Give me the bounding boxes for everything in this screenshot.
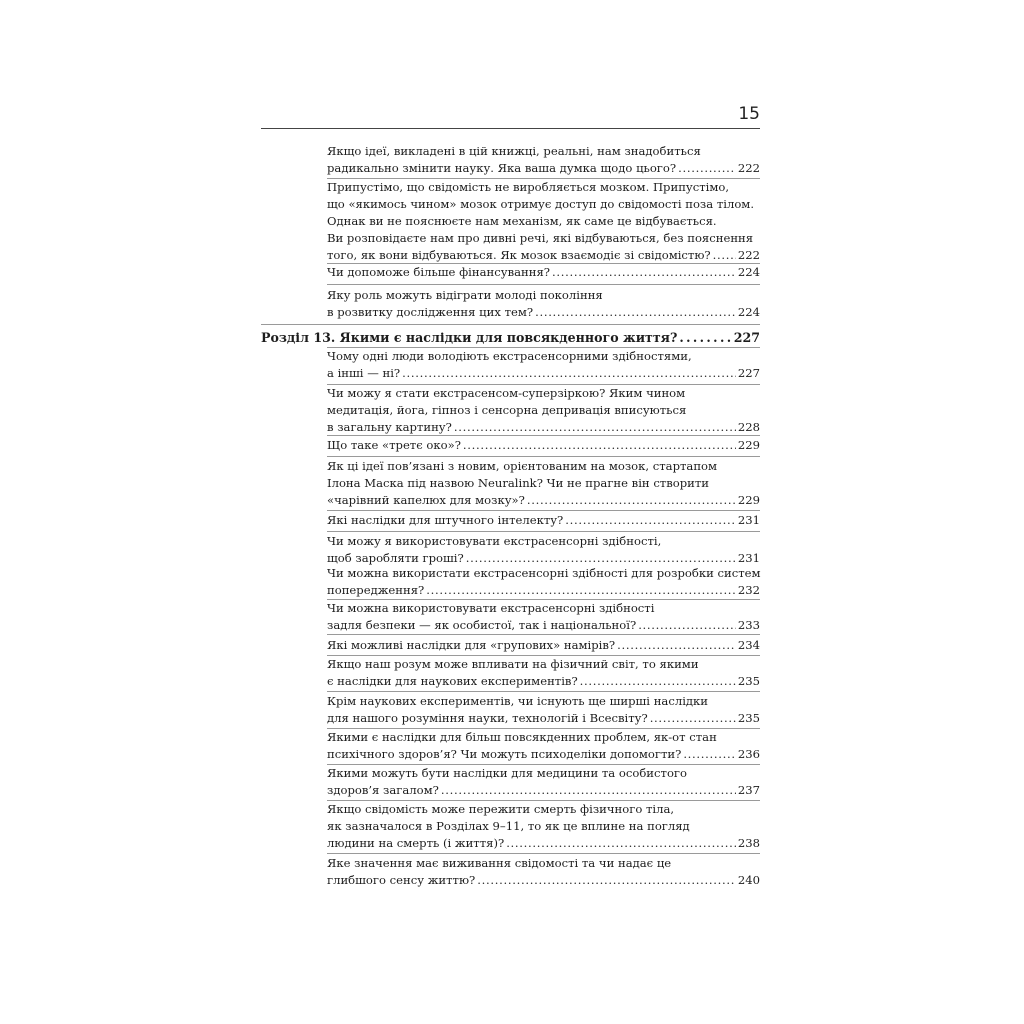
- toc-entry-text: того, як вони відбуваються. Як мозок взаємодіє зі свідомістю?: [327, 248, 711, 262]
- toc-entry[interactable]: [327, 287, 760, 321]
- toc-page: 229: [737, 493, 760, 507]
- toc-entry[interactable]: [327, 765, 760, 799]
- toc-entry[interactable]: [327, 264, 760, 281]
- toc-entry-text: Які можливі наслідки для «групових» намірів?: [327, 638, 616, 652]
- toc-entry-text: радикально змінити науку. Яка ваша думка щодо цього?: [327, 161, 677, 175]
- leader-dots: [552, 264, 736, 281]
- leader-dots: [535, 304, 736, 321]
- chapter-heading[interactable]: [261, 329, 760, 346]
- toc-entry-text: Якщо наш розум може впливати на фізичний світ, то якими: [327, 657, 699, 671]
- toc-entry-text: як зазначалося в Розділах 9–11, то як це вплине на погляд: [327, 819, 690, 833]
- toc-entry-text: в розвитку дослідження цих тем?: [327, 305, 534, 319]
- toc-entry[interactable]: [327, 693, 760, 727]
- toc-page: 232: [737, 583, 760, 597]
- toc-entry[interactable]: [327, 855, 760, 889]
- toc-entry-text: Однак ви не пояснюєте нам механізм, як саме це відбувається.: [327, 214, 717, 228]
- toc-page: 236: [737, 747, 760, 761]
- leader-dots: [565, 512, 736, 529]
- toc-entry[interactable]: [327, 512, 760, 529]
- toc-page: 222: [737, 248, 760, 262]
- toc-page: 224: [737, 265, 760, 279]
- page-number: 15: [738, 104, 760, 124]
- divider: [261, 324, 760, 325]
- toc-entry-text: Що таке «третє око»?: [327, 438, 461, 452]
- toc-page: 231: [737, 551, 760, 565]
- divider: [327, 691, 760, 692]
- toc-entry[interactable]: [327, 637, 760, 654]
- toc-entry-text: Чи можу я використовувати екстрасенсорні здібності,: [327, 534, 662, 548]
- toc-page: 238: [737, 836, 760, 850]
- toc-page: 240: [737, 873, 760, 887]
- leader-dots: [426, 582, 736, 599]
- toc-page: 228: [737, 420, 760, 434]
- toc-entry-text: Чи допоможе більше фінансування?: [327, 265, 550, 279]
- toc-entry[interactable]: [327, 458, 760, 509]
- leader-dots: [463, 437, 736, 454]
- leader-dots: [580, 673, 736, 690]
- leader-dots: [678, 160, 736, 177]
- divider: [327, 531, 760, 532]
- toc-entry-text: Ілона Маска під назвою Neuralink? Чи не прагне він створити: [327, 476, 710, 490]
- toc-page: 231: [737, 513, 760, 527]
- toc-page: 234: [737, 638, 760, 652]
- leader-dots: [617, 637, 736, 654]
- toc-entry-text: Якими є наслідки для більш повсякденних проблем, як-от стан: [327, 730, 717, 744]
- toc-entry[interactable]: [327, 565, 760, 599]
- toc-entry[interactable]: [327, 801, 760, 852]
- toc-entry-text: Яке значення має виживання свідомості та чи надає це: [327, 856, 672, 870]
- leader-dots: [402, 365, 736, 382]
- toc-entry-text: психічного здоров’я? Чи можуть психоделіки допомогти?: [327, 747, 682, 761]
- toc-entry-text: «чарівний капелюх для мозку»?: [327, 493, 525, 507]
- leader-dots: [454, 419, 736, 436]
- toc-entry[interactable]: [327, 179, 760, 264]
- toc-entry-text: а інші — ні?: [327, 366, 401, 380]
- leader-dots: [679, 329, 731, 346]
- toc-page: 227: [737, 366, 760, 380]
- leader-dots: [650, 710, 736, 727]
- toc-page: 235: [737, 711, 760, 725]
- toc-entry-text: глибшого сенсу життю?: [327, 873, 476, 887]
- leader-dots: [506, 835, 736, 852]
- chapter-title: Якими є наслідки для повсякденного життя?: [339, 330, 678, 345]
- toc-entry-text: Яку роль можуть відіграти молоді покоління: [327, 288, 603, 302]
- toc-entry[interactable]: [327, 143, 760, 177]
- toc-entry-text: для нашого розуміння науки, технологій і Всесвіту?: [327, 711, 648, 725]
- toc-page: 235: [737, 674, 760, 688]
- toc-entry-text: в загальну картину?: [327, 420, 452, 434]
- toc-entry-text: Якими можуть бути наслідки для медицини та особистого: [327, 766, 687, 780]
- divider: [327, 634, 760, 635]
- toc-entry-text: Які наслідки для штучного інтелекту?: [327, 513, 564, 527]
- toc-entry-text: медитація, йога, гіпноз і сенсорна депривація вписуються: [327, 403, 687, 417]
- toc-entry[interactable]: [327, 533, 760, 567]
- leader-dots: [713, 247, 736, 264]
- toc-entry[interactable]: [327, 656, 760, 690]
- toc-entry[interactable]: [327, 729, 760, 763]
- divider: [327, 456, 760, 457]
- divider: [327, 435, 760, 436]
- toc-entry-text: попередження?: [327, 583, 425, 597]
- toc-entry-text: Чи можна використовувати екстрасенсорні здібності: [327, 601, 655, 615]
- leader-dots: [527, 492, 736, 509]
- leader-dots: [683, 746, 736, 763]
- divider: [327, 853, 760, 854]
- toc-page: 233: [737, 618, 760, 632]
- toc-entry-text: Якщо свідомість може пережити смерть фізичного тіла,: [327, 802, 675, 816]
- divider: [327, 510, 760, 511]
- toc-page: 224: [737, 305, 760, 319]
- toc-entry-text: Чи можу я стати екстрасенсом-суперзіркою? Яким чином: [327, 386, 686, 400]
- toc-entry-text: Як ці ідеї пов’язані з новим, орієнтованим на мозок, стартапом: [327, 459, 718, 473]
- toc-entry-text: Якщо ідеї, викладені в цій книжці, реальні, нам знадобиться: [327, 144, 701, 158]
- toc-entry[interactable]: [327, 600, 760, 634]
- toc-entry[interactable]: [327, 348, 760, 382]
- toc-entry-text: щоб заробляти гроші?: [327, 551, 464, 565]
- toc-page: 222: [737, 161, 760, 175]
- toc-entry-text: здоров’я загалом?: [327, 783, 439, 797]
- toc-entry-text: задля безпеки — як особистої, так і національної?: [327, 618, 637, 632]
- toc-entry-text: що «якимось чином» мозок отримує доступ до свідомості поза тілом.: [327, 197, 755, 211]
- toc-entry-text: Припустімо, що свідомість не виробляється мозком. Припустімо,: [327, 180, 730, 194]
- toc-entry[interactable]: [327, 385, 760, 436]
- leader-dots: [638, 617, 736, 634]
- toc-entry-text: Чому одні люди володіють екстрасенсорними здібностями,: [327, 349, 692, 363]
- leader-dots: [477, 872, 736, 889]
- toc-entry-text: людини на смерть (і життя)?: [327, 836, 505, 850]
- divider: [327, 284, 760, 285]
- toc-entry-text: Ви розповідаєте нам про дивні речі, які відбуваються, без пояснення: [327, 231, 754, 245]
- toc-entry-text: Крім наукових експериментів, чи існують ще ширші наслідки: [327, 694, 709, 708]
- chapter-page: 227: [733, 330, 760, 345]
- toc-entry-text: Чи можна використати екстрасенсорні здібності для розробки систем: [327, 566, 761, 580]
- toc-page: 237: [737, 783, 760, 797]
- toc-entry[interactable]: [327, 437, 760, 454]
- toc-page: 229: [737, 438, 760, 452]
- toc-entry-text: є наслідки для наукових експериментів?: [327, 674, 578, 688]
- leader-dots: [441, 782, 736, 799]
- chapter-label: Розділ 13.: [261, 330, 336, 345]
